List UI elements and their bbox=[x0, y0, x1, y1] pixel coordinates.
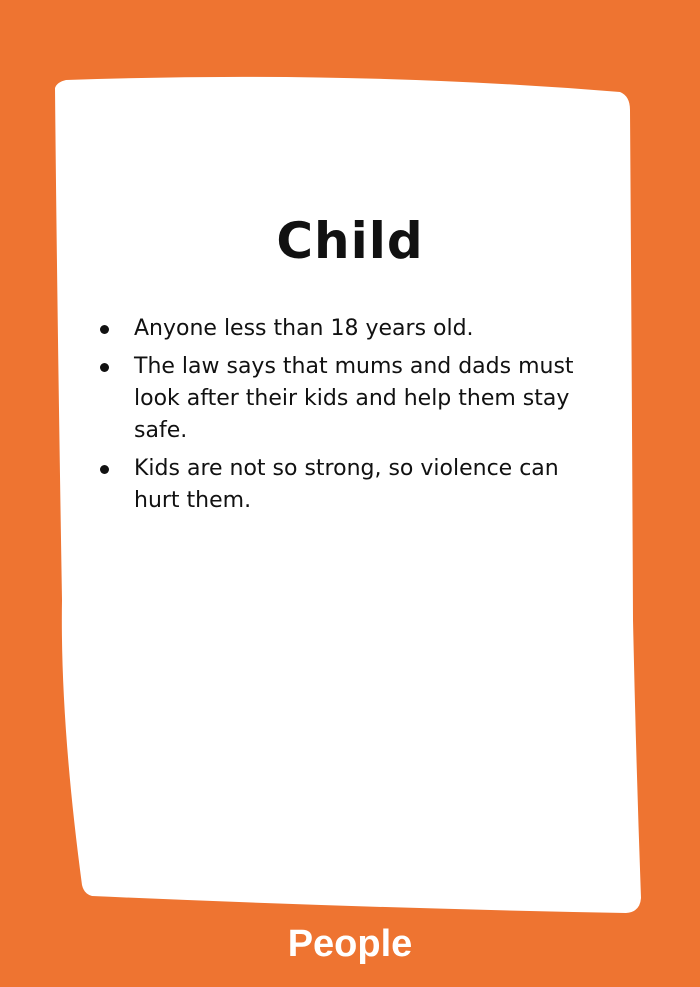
bullet-icon bbox=[100, 363, 109, 372]
list-item bbox=[100, 313, 600, 345]
list-item-text: Kids are not so strong, so violence can hurt them. bbox=[134, 456, 559, 513]
list-item bbox=[100, 453, 600, 517]
category-label: People bbox=[287, 923, 413, 965]
list-item-text: Anyone less than 18 years old. bbox=[134, 316, 474, 341]
list-item-text: The law says that mums and dads must look after their kids and help them stay safe. bbox=[134, 354, 574, 443]
definition-list bbox=[100, 313, 600, 523]
card-title: Child bbox=[276, 212, 424, 270]
bullet-icon bbox=[100, 465, 109, 474]
list-item bbox=[100, 351, 600, 447]
bullet-icon bbox=[100, 325, 109, 334]
